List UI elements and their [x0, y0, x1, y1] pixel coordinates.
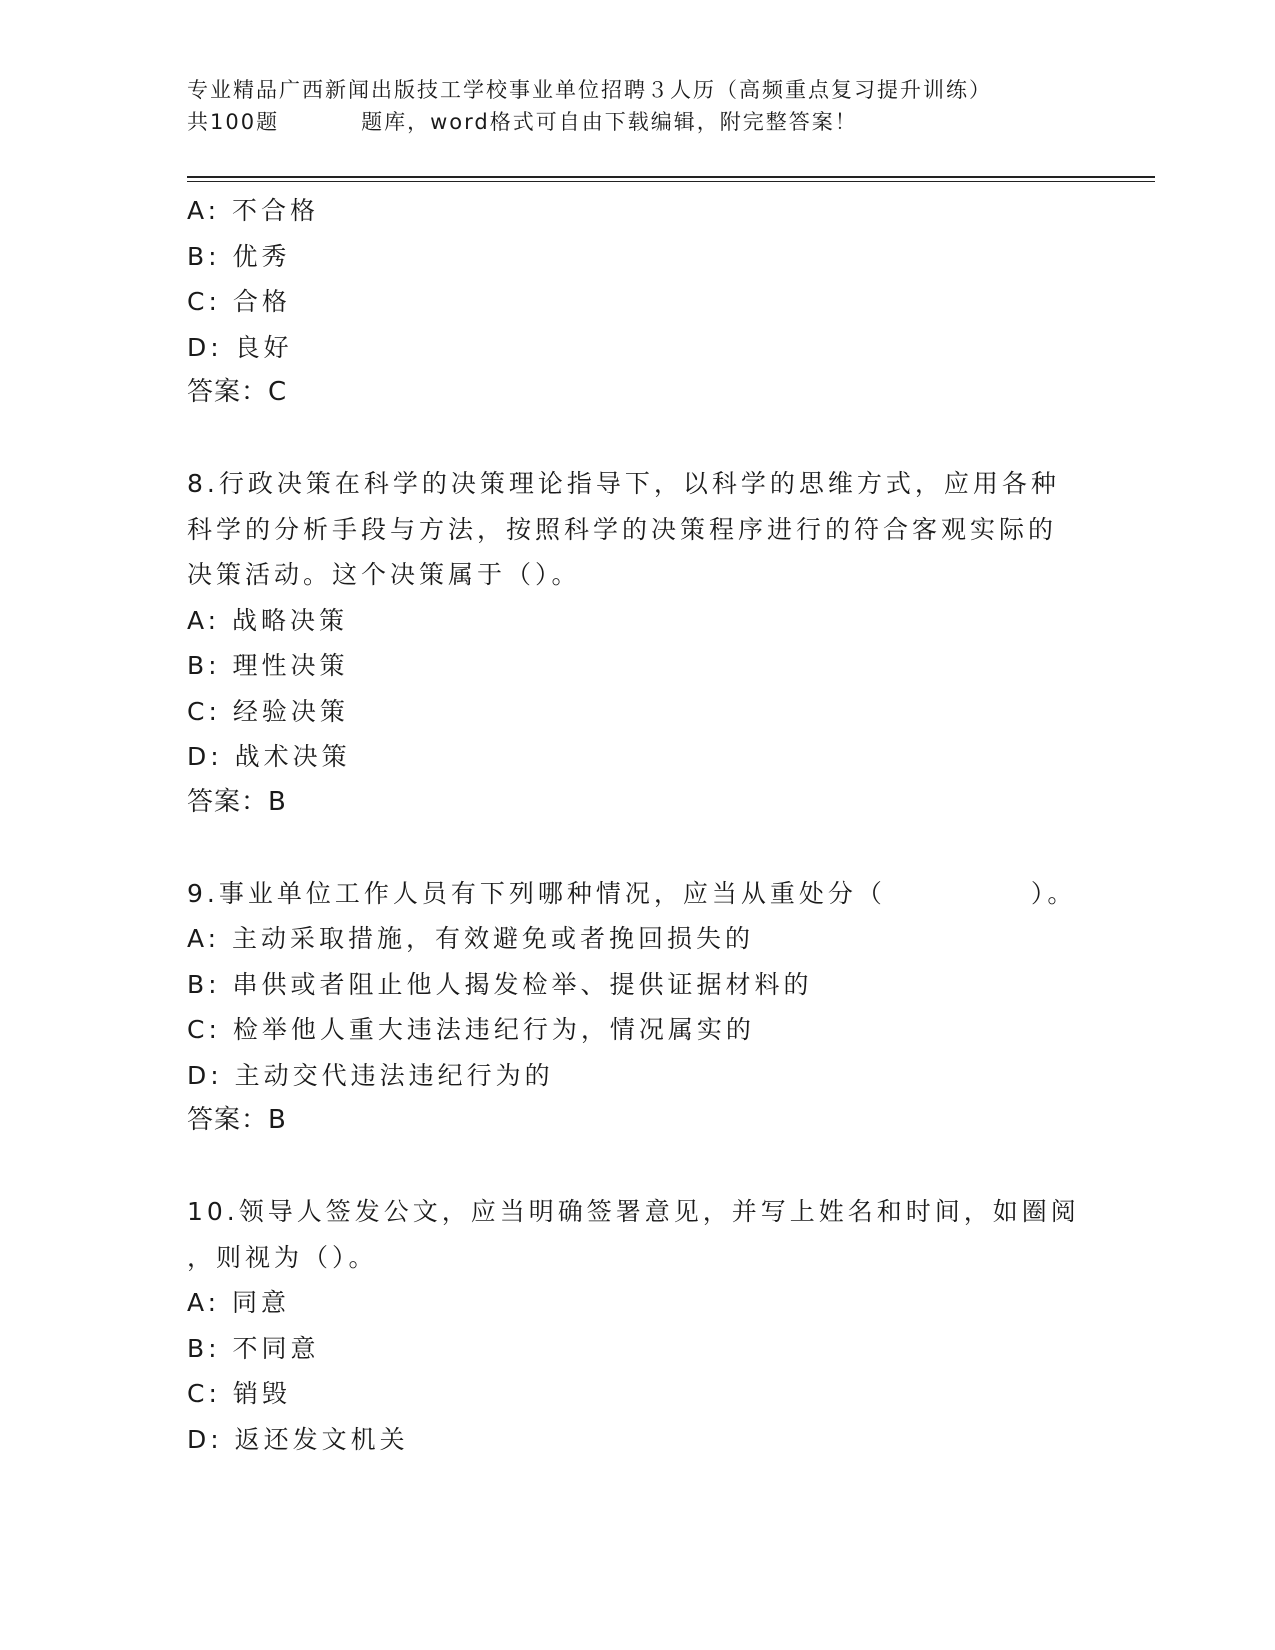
option-b: B: 理性决策	[187, 651, 349, 680]
option-c: C: 销毁	[187, 1379, 291, 1408]
question-stem-line: 科学的分析手段与方法，按照科学的决策程序进行的符合客观实际的	[187, 514, 1058, 544]
header-description: 题库，word格式可自由下载编辑，附完整答案！	[361, 110, 858, 134]
answer: 答案：C	[187, 377, 288, 407]
option-a: A: 主动采取措施，有效避免或者挽回损失的	[187, 924, 755, 953]
option-c: C: 合格	[187, 287, 291, 316]
question-spacer	[187, 416, 1087, 462]
option-d: D: 良好	[187, 332, 293, 362]
question-8	[187, 461, 1087, 825]
question-stem-line: 10.领导人签发公文，应当明确签署意见，并写上姓名和时间，如圈阅	[187, 1197, 1080, 1226]
answer: 答案：B	[187, 786, 287, 817]
option-b: B: 串供或者阻止他人揭发检举、提供证据材料的	[187, 969, 813, 999]
question-spacer	[187, 1144, 1087, 1190]
question-10	[187, 1189, 1087, 1462]
answer: 答案：B	[187, 1105, 287, 1135]
option-a: A: 战略决策	[187, 605, 349, 635]
option-d: D: 战术决策	[187, 742, 351, 771]
option-b: B: 不同意	[187, 1333, 320, 1363]
header-question-count: 共100题	[187, 110, 280, 134]
question-stem-line: ，则视为（）。	[187, 1242, 378, 1272]
option-a: A: 同意	[187, 1288, 291, 1317]
option-d: D: 主动交代违法违纪行为的	[187, 1060, 554, 1090]
option-b: B: 优秀	[187, 241, 291, 271]
question-stem-line: 9.事业单位工作人员有下列哪种情况，应当从重处分（ ）。	[187, 878, 1077, 908]
question-spacer	[187, 825, 1087, 871]
question-stem-line: 决策活动。这个决策属于（）。	[187, 560, 581, 589]
option-a: A: 不合格	[187, 196, 320, 225]
question-stem-line: 8.行政决策在科学的决策理论指导下，以科学的思维方式，应用各种	[187, 469, 1060, 498]
header-subtitle	[187, 106, 1087, 138]
page-header	[187, 74, 1087, 138]
option-c: C: 经验决策	[187, 696, 349, 726]
option-c: C: 检举他人重大违法违纪行为，情况属实的	[187, 1015, 755, 1044]
question-list	[187, 188, 1087, 1462]
option-d: D: 返还发文机关	[187, 1424, 409, 1454]
header-rule-thin	[187, 181, 1155, 182]
header-rule-thick	[187, 176, 1155, 178]
header-title: 专业精品广西新闻出版技工学校事业单位招聘３人历（高频重点复习提升训练）	[187, 78, 992, 102]
question-7	[187, 188, 1087, 416]
question-9	[187, 871, 1087, 1144]
